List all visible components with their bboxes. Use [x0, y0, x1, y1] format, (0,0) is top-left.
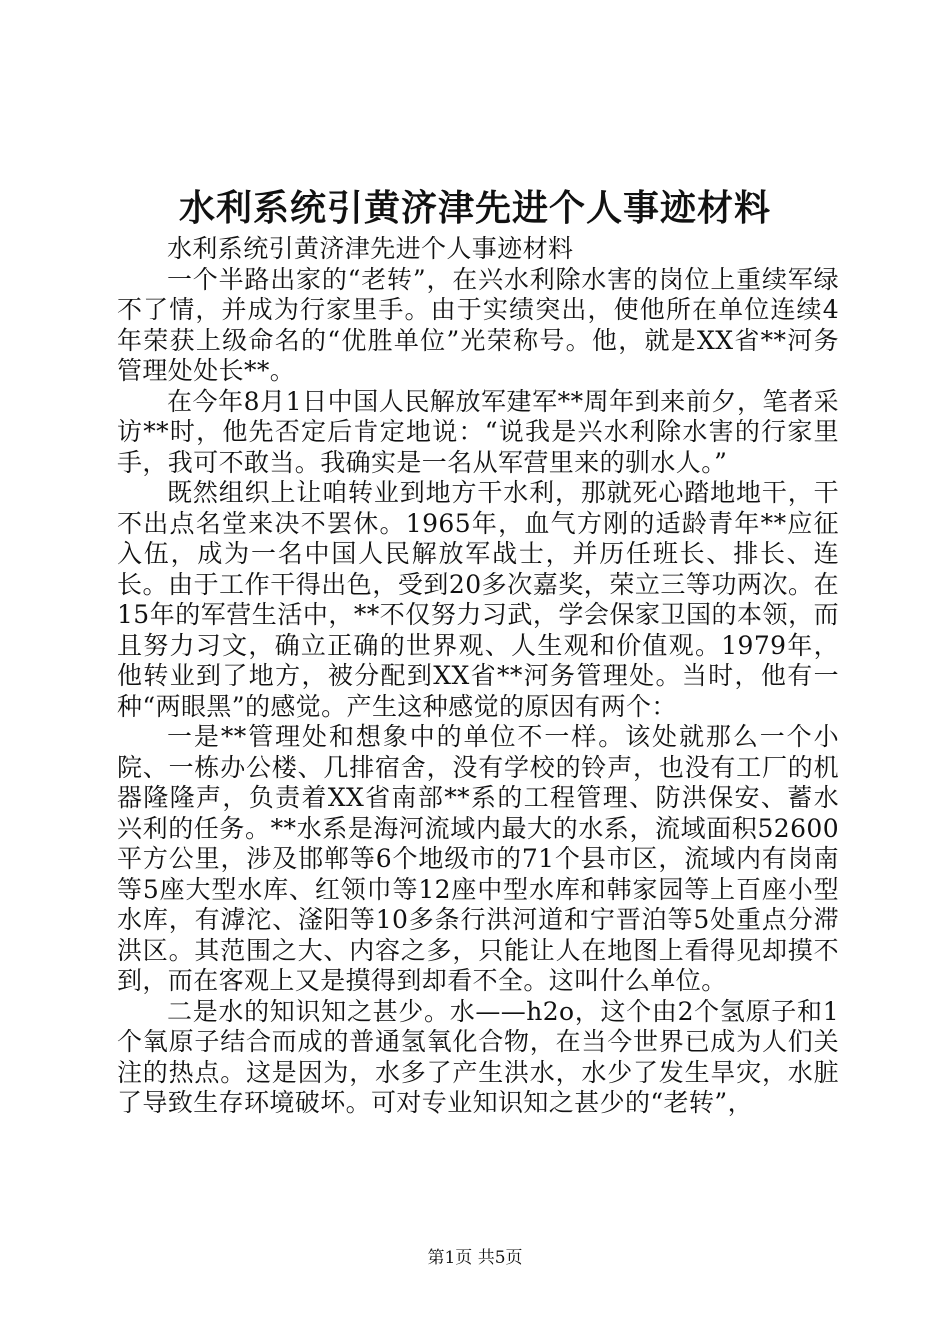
paragraph: 一是**管理处和想象中的单位不一样。该处就那么一个小院、一栋办公楼、几排宿舍，没有学校的铃声，也没有工厂的机器隆隆声，负责着XX省南部**系的工程管理、防洪保安、蓄水兴利的任务。**水系是海河流域内最大的水系，流域面积52600平方公里，涉及邯郸等6个地级市的71个县市区，流域内有岗南等5座大型水库、红领巾等12座中型水库和韩家园等上百座小型水库，有滹沱、滏阳等10多条行洪河道和宁晋泊等5处重点分滞洪区。其范围之大、内容之多，只能让人在地图上看得见却摸不到，而在客观上又是摸得到却看不全。这叫什么单位。 — [117, 722, 839, 995]
document-body — [117, 234, 839, 1119]
page-number-footer: 第1页 共5页 — [427, 1248, 523, 1268]
document-title: 水利系统引黄济津先进个人事迹材料 — [178, 187, 771, 229]
paragraph: 二是水的知识知之甚少。水——h2o，这个由2个氢原子和1个氧原子结合而成的普通氢氧化合物，在当今世界已成为人们关注的热点。这是因为，水多了产生洪水，水少了发生旱灾，水脏了导致生存环境破坏。可对专业知识知之甚少的“老转”， — [117, 996, 839, 1117]
paragraph: 一个半路出家的“老转”，在兴水利除水害的岗位上重续军绿不了情，并成为行家里手。由于实绩突出，使他所在单位连续4年荣获上级命名的“优胜单位”光荣称号。他，就是XX省**河务管理处处长**。 — [117, 264, 839, 385]
paragraph: 既然组织上让咱转业到地方干水利，那就死心踏地地干，干不出点名堂来决不罢休。1965年，血气方刚的适龄青年**应征入伍，成为一名中国人民解放军战士，并历任班长、排长、连长。由于工作干得出色，受到20多次嘉奖，荣立三等功两次。在15年的军营生活中，**不仅努力习武，学会保家卫国的本领，而且努力习文，确立正确的世界观、人生观和价值观。1979年，他转业到了地方，被分配到XX省**河务管理处。当时，他有一种“两眼黑”的感觉。产生这种感觉的原因有两个： — [117, 478, 839, 721]
paragraph: 在今年8月1日中国人民解放军建军**周年到来前夕，笔者采访**时，他先否定后肯定地说：“说我是兴水利除水害的行家里手，我可不敢当。我确实是一名从军营里来的驯水人。” — [117, 386, 839, 477]
paragraph-subtitle: 水利系统引黄济津先进个人事迹材料 — [167, 234, 574, 263]
